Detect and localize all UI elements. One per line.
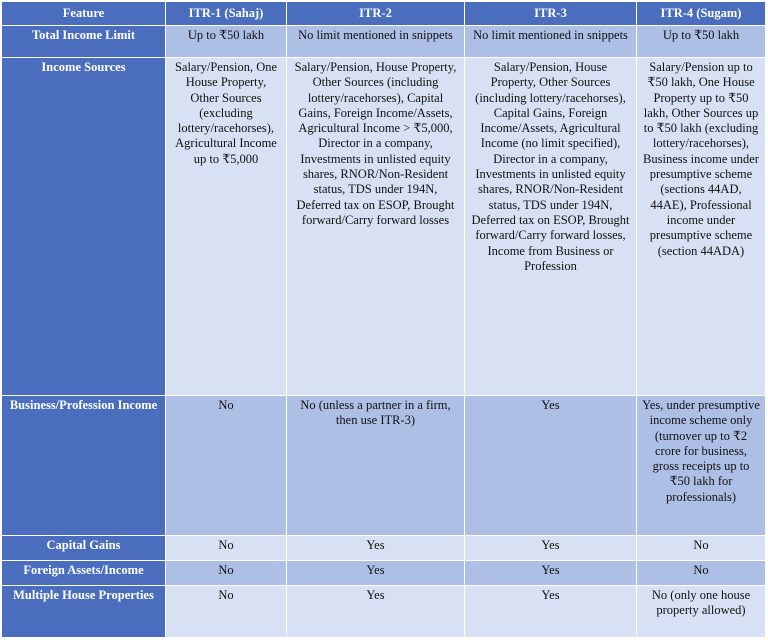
cell-itr-4: No [637,536,766,561]
cell-itr-4: No [637,561,766,586]
cell-itr-1: No [166,561,287,586]
cell-itr-3: Yes [465,561,637,586]
cell-itr-2: No limit mentioned in snippets [287,26,465,58]
header-feature: Feature [2,2,166,26]
table-row [2,26,766,58]
row-label-total-income-limit: Total Income Limit [2,26,166,58]
cell-itr-4: Salary/Pension up to ₹50 lakh, One House Property up to ₹50 lakh, Other Sources up to ₹50 lakh (excluding lottery/racehorses), Business income under presumptive scheme (sections 44AD, 44AE), Professional income under presumptive scheme (section 44ADA) [637,58,766,396]
cell-itr-3: No limit mentioned in snippets [465,26,637,58]
header-itr-4: ITR-4 (Sugam) [637,2,766,26]
header-itr-1: ITR-1 (Sahaj) [166,2,287,26]
itr-comparison-table [1,1,766,638]
row-label-multiple-house-properties: Multiple House Properties [2,586,166,638]
cell-itr-3: Yes [465,396,637,536]
cell-itr-2: Yes [287,561,465,586]
row-label-foreign-assets-income: Foreign Assets/Income [2,561,166,586]
cell-itr-4: Up to ₹50 lakh [637,26,766,58]
table-row [2,58,766,396]
cell-itr-1: No [166,586,287,638]
header-row [2,2,766,26]
table-row [2,396,766,536]
cell-itr-2: No (unless a partner in a firm, then use ITR-3) [287,396,465,536]
table-row [2,561,766,586]
cell-itr-4: No (only one house property allowed) [637,586,766,638]
table-row [2,586,766,638]
cell-itr-4: Yes, under presumptive income scheme only (turnover up to ₹2 crore for business, gross receipts up to ₹50 lakh for professionals) [637,396,766,536]
cell-itr-1: No [166,536,287,561]
table-row [2,536,766,561]
cell-itr-3: Salary/Pension, House Property, Other Sources (including lottery/racehorses), Capital Gains, Foreign Income/Assets, Agricultural Income (no limit specified), Director in a company, Investments in unlisted equity shares, RNOR/Non-Resident status, TDS under 194N, Deferred tax on ESOP, Brought forward/Carry forward losses, Income from Business or Profession [465,58,637,396]
cell-itr-1: Salary/Pension, One House Property, Other Sources (excluding lottery/racehorses), Agricultural Income up to ₹5,000 [166,58,287,396]
cell-itr-3: Yes [465,536,637,561]
header-itr-3: ITR-3 [465,2,637,26]
cell-itr-2: Salary/Pension, House Property, Other Sources (including lottery/racehorses), Capital Gains, Foreign Income/Assets, Agricultural Income > ₹5,000, Director in a company, Investments in unlisted equity shares, RNOR/Non-Resident status, TDS under 194N, Deferred tax on ESOP, Brought forward/Carry forward losses [287,58,465,396]
header-itr-2: ITR-2 [287,2,465,26]
row-label-capital-gains: Capital Gains [2,536,166,561]
cell-itr-1: No [166,396,287,536]
row-label-income-sources: Income Sources [2,58,166,396]
cell-itr-2: Yes [287,536,465,561]
cell-itr-2: Yes [287,586,465,638]
row-label-business-profession-income: Business/Profession Income [2,396,166,536]
cell-itr-3: Yes [465,586,637,638]
cell-itr-1: Up to ₹50 lakh [166,26,287,58]
